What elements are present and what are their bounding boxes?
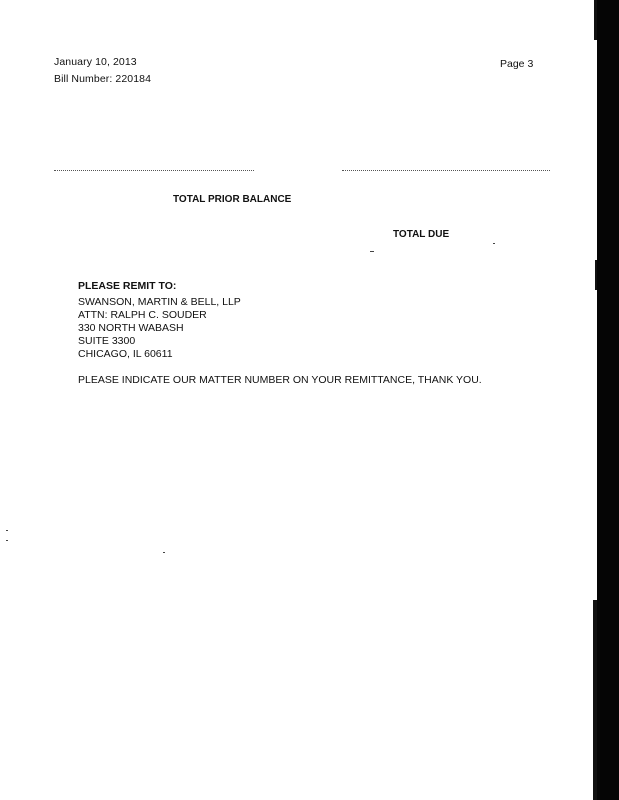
total-prior-balance-label: TOTAL PRIOR BALANCE	[173, 194, 292, 205]
scan-speck	[493, 243, 495, 244]
remit-street: 330 NORTH WABASH	[78, 322, 184, 334]
scan-edge-shadow	[597, 0, 619, 800]
remit-firm-name: SWANSON, MARTIN & BELL, LLP	[78, 296, 241, 308]
remittance-note: PLEASE INDICATE OUR MATTER NUMBER ON YOUR REMITTANCE, THANK YOU.	[78, 374, 482, 386]
total-due-label: TOTAL DUE	[393, 229, 450, 240]
scan-edge-noise	[594, 0, 597, 40]
scan-speck	[6, 530, 8, 531]
scan-speck	[370, 251, 374, 252]
bill-number: Bill Number: 220184	[54, 73, 152, 85]
scan-speck	[163, 552, 165, 553]
remit-attention: ATTN: RALPH C. SOUDER	[78, 309, 207, 321]
scan-speck	[6, 540, 8, 541]
remit-city-state-zip: CHICAGO, IL 60611	[78, 348, 173, 360]
separator-rule-left	[54, 170, 254, 173]
separator-rule-right	[342, 170, 550, 173]
remit-suite: SUITE 3300	[78, 335, 136, 347]
bill-date: January 10, 2013	[54, 56, 137, 68]
remit-to-block	[78, 280, 241, 361]
scan-edge-noise	[593, 600, 597, 800]
scan-edge-noise	[595, 260, 597, 290]
page-number: Page 3	[500, 58, 534, 70]
remit-heading: PLEASE REMIT TO:	[78, 280, 177, 292]
